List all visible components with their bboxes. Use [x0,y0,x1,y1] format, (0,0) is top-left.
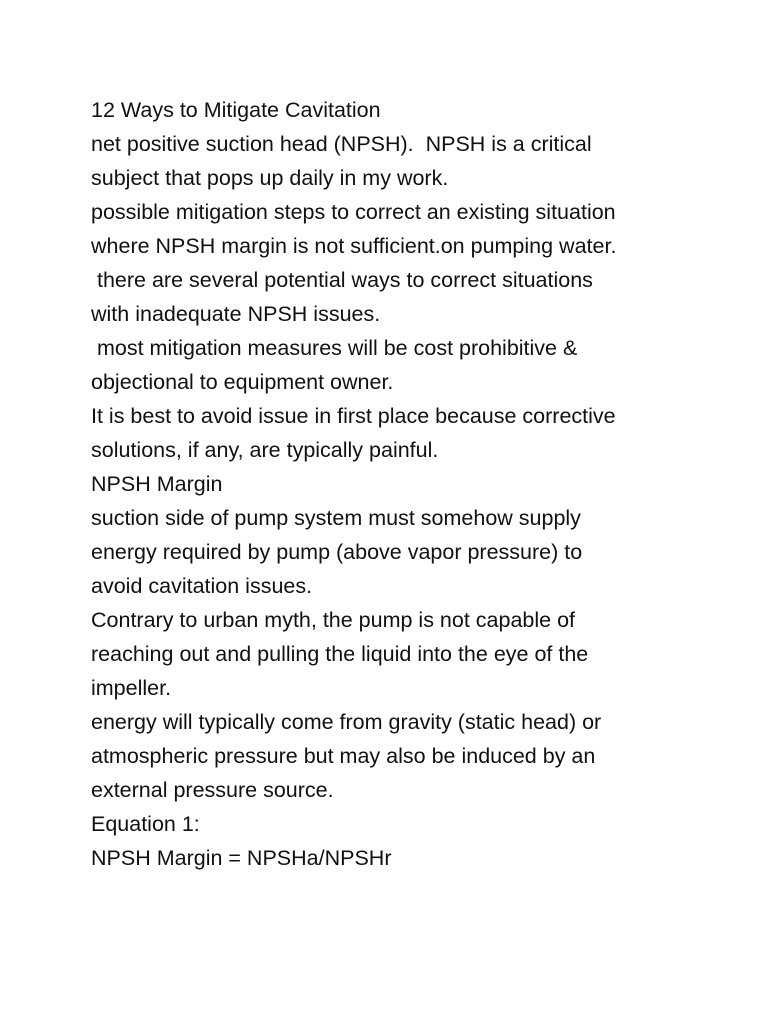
text-line: where NPSH margin is not sufficient.on pumping water. [91,234,617,258]
equation: NPSH Margin = NPSHa/NPSHr [91,846,392,870]
text-line: with inadequate NPSH issues. [91,302,381,326]
text-line: energy required by pump (above vapor pressure) to [91,540,583,564]
text-line: possible mitigation steps to correct an existing situation [91,200,616,224]
text-line: most mitigation measures will be cost prohibitive & [91,336,578,360]
section-heading: NPSH Margin [91,472,223,496]
text-line: energy will typically come from gravity (static head) or [91,710,602,734]
text-line: there are several potential ways to correct situations [91,268,593,292]
text-line: atmospheric pressure but may also be induced by an [91,744,596,768]
equation-label: Equation 1: [91,812,200,836]
text-line: net positive suction head (NPSH). NPSH is a critical [91,132,592,156]
document-page [91,93,751,875]
text-line: solutions, if any, are typically painful. [91,438,439,462]
text-line: suction side of pump system must somehow supply [91,506,581,530]
text-line: external pressure source. [91,778,334,802]
text-line: objectional to equipment owner. [91,370,394,394]
text-line: impeller. [91,676,172,700]
text-line: It is best to avoid issue in first place because corrective [91,404,616,428]
text-line: Contrary to urban myth, the pump is not capable of [91,608,576,632]
text-line: avoid cavitation issues. [91,574,313,598]
document-title: 12 Ways to Mitigate Cavitation [91,98,381,122]
text-line: reaching out and pulling the liquid into the eye of the [91,642,589,666]
text-line: subject that pops up daily in my work. [91,166,449,190]
